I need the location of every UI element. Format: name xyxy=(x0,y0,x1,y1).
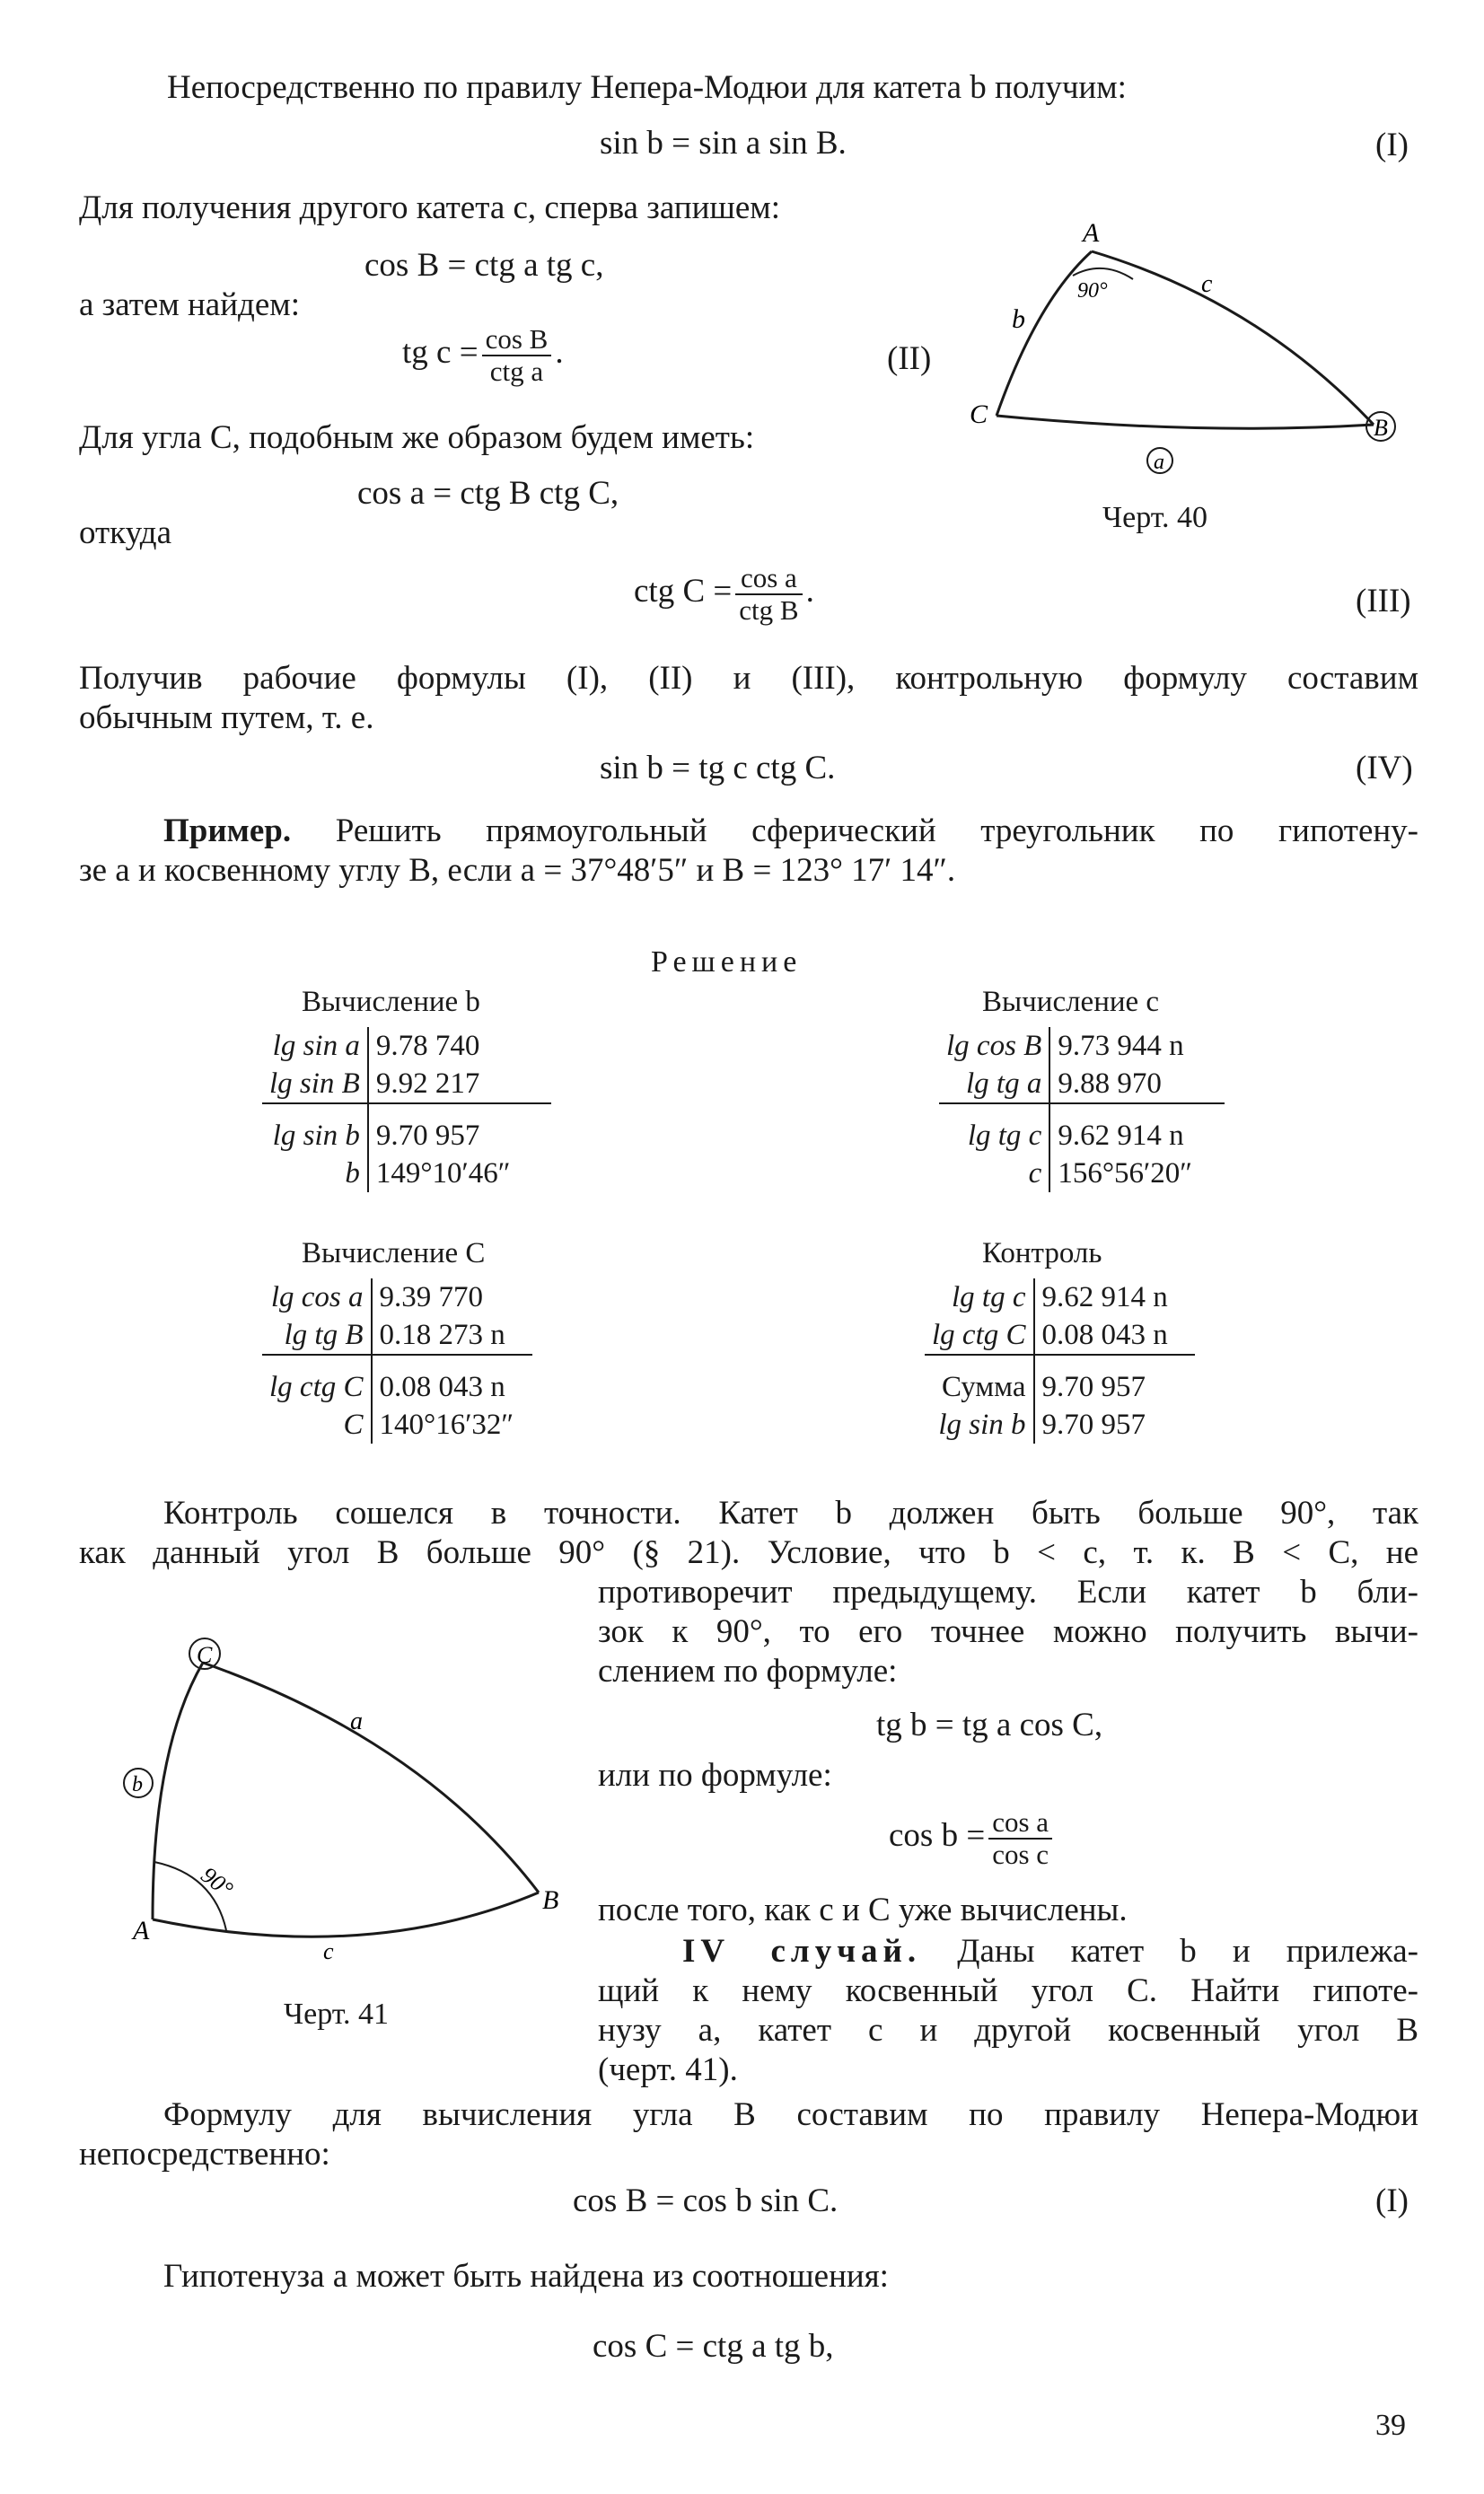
arc-b xyxy=(153,1663,203,1919)
label-a: a xyxy=(350,1708,363,1735)
label-B: B xyxy=(542,1885,559,1915)
formula-cosB-case4: cos B = cos b sin C. xyxy=(573,2182,839,2219)
paragraph-whence: откуда xyxy=(79,514,172,551)
label-90: 90° xyxy=(196,1861,238,1902)
fraction-ctgC: $\frac{\text{cos a}}{\text{ctg B}}$ xyxy=(735,563,802,626)
paragraph-other-leg: Для получения другого катета c, сперва запишем: xyxy=(79,189,780,226)
paragraph-then-find: а затем найдем: xyxy=(79,286,300,323)
table-row: lg cos a 9.39 770 xyxy=(262,1278,532,1316)
table-row: c 156°56′20″ xyxy=(939,1155,1225,1192)
label-A: A xyxy=(133,1916,150,1945)
arc-b xyxy=(997,251,1092,416)
calc-b-title: Вычисление b xyxy=(302,986,480,1018)
label-b: b xyxy=(132,1773,143,1796)
label-B: B xyxy=(1374,415,1388,441)
control-title: Контроль xyxy=(982,1237,1102,1269)
calc-c-table xyxy=(939,1027,1225,1192)
calc-C-title: Вычисление C xyxy=(302,1237,486,1269)
right-angle-arc xyxy=(1073,268,1133,279)
solution-title: Решение xyxy=(651,945,803,979)
paragraph-or-formula: или по формуле: xyxy=(598,1757,832,1794)
formula-tag-III: (III) xyxy=(1356,583,1411,619)
fraction-cosb: $\frac{\text{cos a}}{\text{cos c}}$ xyxy=(988,1807,1052,1870)
example-label: Пример. xyxy=(163,812,292,849)
formula-tag-IV: (IV) xyxy=(1356,750,1413,786)
label-90: 90° xyxy=(1077,279,1108,303)
formula-tag-I-case4: (I) xyxy=(1375,2182,1409,2219)
fraction-tgc: $\frac{\text{cos B}}{\text{ctg a}}$ xyxy=(482,324,552,387)
page-number: 39 xyxy=(1375,2409,1406,2442)
arc-c xyxy=(1092,251,1374,425)
calc-C-table xyxy=(262,1278,532,1444)
formula-I: sin b = sin a sin B. xyxy=(600,125,847,162)
label-c: c xyxy=(323,1938,334,1964)
table-row: Сумма 9.70 957 xyxy=(925,1355,1195,1406)
table-row: lg tg B 0.18 273 n xyxy=(262,1316,532,1355)
formula-cosB: cos B = ctg a tg c, xyxy=(364,247,604,284)
table-row: b 149°10′46″ xyxy=(262,1155,551,1192)
formula-IV: sin b = tg c ctg C. xyxy=(600,750,836,786)
formula-tag-II: (II) xyxy=(887,340,932,377)
example-statement: Пример. Решить прямоугольный сферический треугольник по гипотену- зе a и косвенному углу B, если a = 37°48′5″ и B = 123° 17′ 14″. xyxy=(79,812,1419,889)
paragraph-angle-C: Для угла C, подобным же образом будем иметь: xyxy=(79,419,755,456)
table-row: lg ctg C 0.08 043 n xyxy=(925,1316,1195,1355)
formula-cosC: cos C = ctg a tg b, xyxy=(593,2328,834,2365)
paragraph-hypotenuse: Гипотенуза a может быть найдена из соотношения: xyxy=(163,2258,889,2295)
table-row: lg tg a 9.88 970 xyxy=(939,1065,1225,1103)
case-IV-heading: IV случай. xyxy=(682,1933,922,1970)
arc-c xyxy=(153,1892,539,1936)
arc-a xyxy=(997,416,1374,428)
table-row: lg tg c 9.62 914 n xyxy=(925,1278,1195,1316)
formula-cosb: cos b = $\frac{\text{cos a}}{\text{cos c}}$ xyxy=(889,1805,1056,1870)
formula-cosa: cos a = ctg B ctg C, xyxy=(357,475,619,512)
table-row: C 140°16′32″ xyxy=(262,1406,532,1444)
arc-a xyxy=(203,1663,539,1892)
label-a: a xyxy=(1154,451,1164,474)
calc-b-table xyxy=(262,1027,551,1192)
figure-40 xyxy=(952,202,1418,507)
table-row: lg sin a 9.78 740 xyxy=(262,1027,551,1065)
table-row: lg sin B 9.92 217 xyxy=(262,1065,551,1103)
figure-40-caption: Черт. 40 xyxy=(1102,501,1208,534)
paragraph-napier-rule: Непосредственно по правилу Непера-Модюи для катета b получим: xyxy=(167,69,1127,106)
table-row: lg sin b 9.70 957 xyxy=(262,1103,551,1155)
label-c: c xyxy=(1201,270,1213,298)
table-row: lg cos B 9.73 944 n xyxy=(939,1027,1225,1065)
figure-41-caption: Черт. 41 xyxy=(284,1998,390,2031)
table-row: lg sin b 9.70 957 xyxy=(925,1406,1195,1444)
paragraph-case-IV: IV случай. Даны катет b и прилежа- щий к нему косвенный угол C. Найти гипоте- нузу a, катет c и другой косвенный угол B (черт. 41). xyxy=(598,1933,1419,2088)
label-A: A xyxy=(1083,218,1100,248)
paragraph-control-formula: Получив рабочие формулы (I), (II) и (III), контрольную формулу составим обычным путем, т. е. xyxy=(79,660,1418,736)
calc-c-title: Вычисление c xyxy=(982,986,1160,1018)
paragraph-formula-B: Формулу для вычисления угла B составим по правилу Непера-Модюи непосредственно: xyxy=(79,2096,1418,2173)
figure-41 xyxy=(99,1623,584,1964)
label-C: C xyxy=(197,1642,213,1668)
table-row: lg tg c 9.62 914 n xyxy=(939,1103,1225,1155)
formula-tag-I: (I) xyxy=(1375,127,1409,163)
paragraph-control-result-cont: противоречит предыдущему. Если катет b бли- зок к 90°, то его точнее можно получить вычи- слением по формуле: xyxy=(598,1574,1418,1690)
paragraph-control-result: Контроль сошелся в точности. Катет b должен быть больше 90°, так как данный угол B больше 90° (§ 21). Условие, что b < c, т. к. B < C, не xyxy=(79,1495,1418,1571)
paragraph-after: после того, как c и C уже вычислены. xyxy=(598,1892,1128,1928)
label-b: b xyxy=(1012,304,1025,334)
table-row: lg ctg C 0.08 043 n xyxy=(262,1355,532,1406)
formula-II: tg c = $\frac{\text{cos B}}{\text{ctg a}}$ . xyxy=(402,322,564,387)
formula-III: ctg C = $\frac{\text{cos a}}{\text{ctg B}}$ . xyxy=(634,561,814,626)
label-C: C xyxy=(970,400,988,429)
control-table xyxy=(925,1278,1195,1444)
formula-tgb: tg b = tg a cos C, xyxy=(876,1707,1103,1743)
